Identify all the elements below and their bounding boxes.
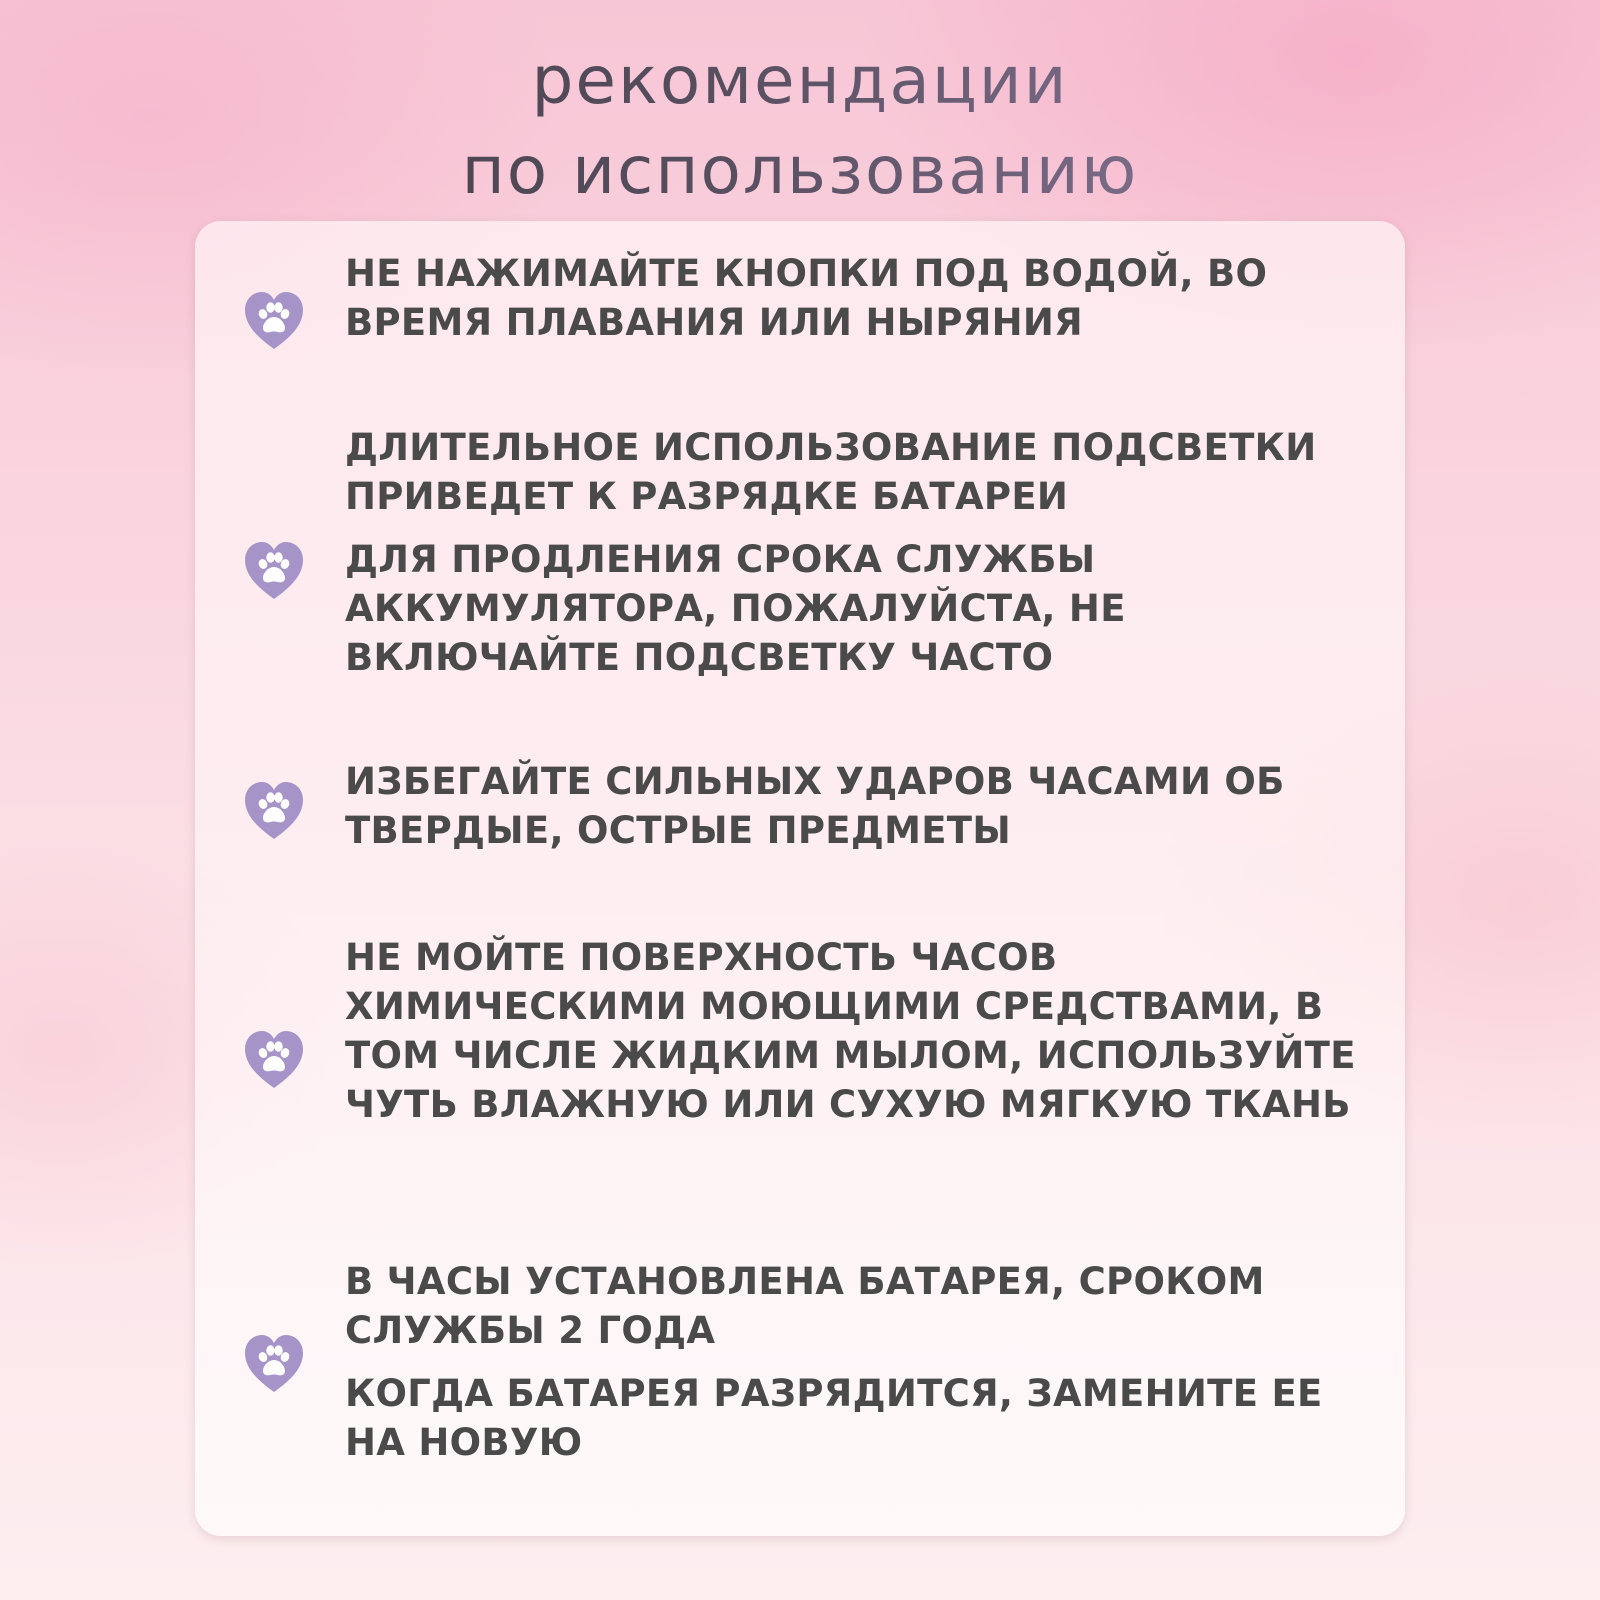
recommendation-paragraph: КОГДА БАТАРЕЯ РАЗРЯДИТСЯ, ЗАМЕНИТЕ ЕЕ НА НОВУЮ	[345, 1372, 1323, 1464]
recommendation-text	[345, 933, 1375, 1129]
title-line-1: рекомендации	[531, 42, 1069, 119]
recommendation-text	[345, 757, 1375, 855]
recommendation-paragraph: В ЧАСЫ УСТАНОВЛЕНА БАТАРЕЯ, СРОКОМ СЛУЖБЫ 2 ГОДА	[345, 1260, 1265, 1352]
recommendation-paragraph: ДЛИТЕЛЬНОЕ ИСПОЛЬЗОВАНИЕ ПОДСВЕТКИ ПРИВЕДЕТ К РАЗРЯДКЕ БАТАРЕИ	[345, 426, 1317, 518]
heart-paw-icon	[241, 1330, 307, 1396]
recommendation-text	[345, 1257, 1375, 1467]
recommendations-card	[195, 221, 1405, 1536]
heart-paw-icon	[241, 1026, 307, 1092]
recommendation-paragraph: НЕ МОЙТЕ ПОВЕРХНОСТЬ ЧАСОВ ХИМИЧЕСКИМИ МОЮЩИМИ СРЕДСТВАМИ, В ТОМ ЧИСЛЕ ЖИДКИМ МЫЛОМ, ИСПОЛЬЗУЙТЕ ЧУТЬ ВЛАЖНУЮ ИЛИ СУХУЮ МЯГКУЮ ТКАНЬ	[345, 936, 1356, 1126]
recommendation-paragraph: ИЗБЕГАЙТЕ СИЛЬНЫХ УДАРОВ ЧАСАМИ ОБ ТВЕРДЫЕ, ОСТРЫЕ ПРЕДМЕТЫ	[345, 760, 1285, 852]
page-title	[0, 36, 1600, 216]
recommendation-paragraph: НЕ НАЖИМАЙТЕ КНОПКИ ПОД ВОДОЙ, ВО ВРЕМЯ ПЛАВАНИЯ ИЛИ НЫРЯНИЯ	[345, 252, 1268, 344]
recommendation-paragraph: ДЛЯ ПРОДЛЕНИЯ СРОКА СЛУЖБЫ АККУМУЛЯТОРА, ПОЖАЛУЙСТА, НЕ ВКЛЮЧАЙТЕ ПОДСВЕТКУ ЧАСТО	[345, 538, 1126, 679]
title-line-2: по использованию	[461, 132, 1139, 209]
recommendation-text	[345, 423, 1375, 682]
heart-paw-icon	[241, 287, 307, 353]
heart-paw-icon	[241, 777, 307, 843]
heart-paw-icon	[241, 537, 307, 603]
recommendation-text	[345, 249, 1375, 347]
